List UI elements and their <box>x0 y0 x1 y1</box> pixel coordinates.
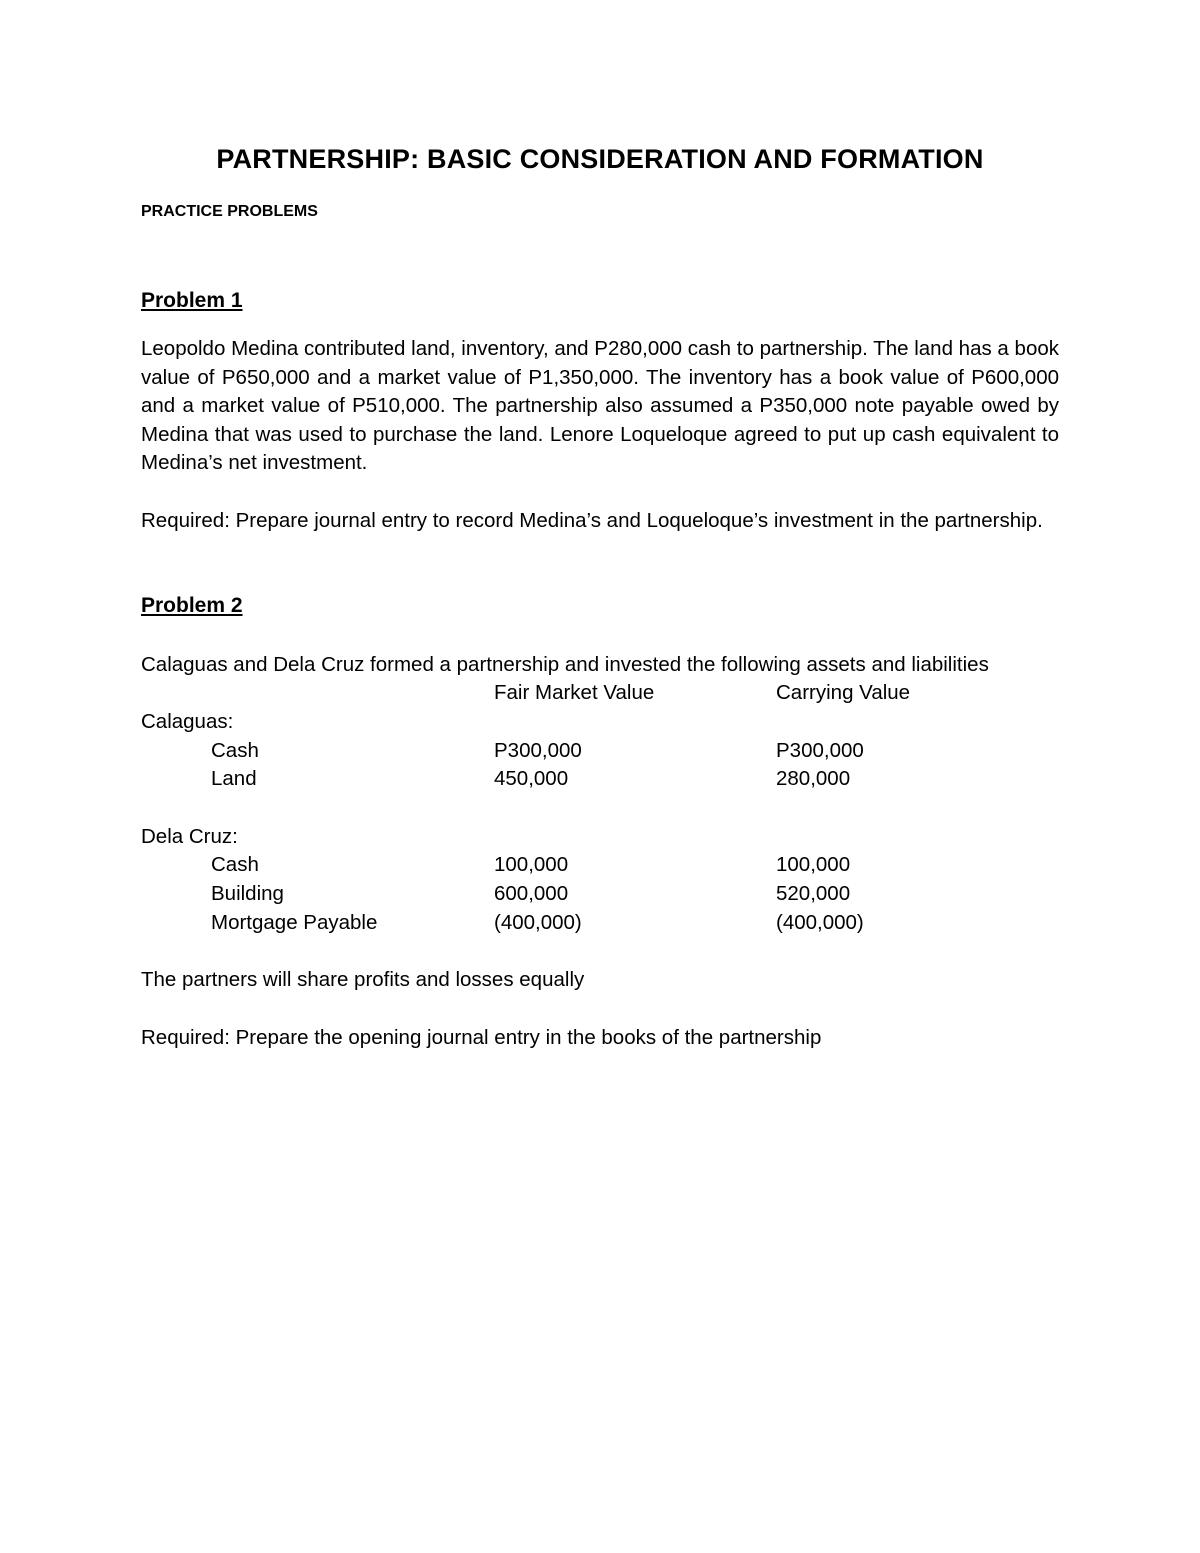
partner-name: Calaguas: <box>141 710 234 733</box>
table-row-fmv: 450,000 <box>494 767 569 790</box>
column-header-carrying-value: Carrying Value <box>776 681 911 704</box>
column-header-fair-market-value: Fair Market Value <box>494 681 655 704</box>
table-row-cv: P300,000 <box>776 739 864 762</box>
table-row-fmv: P300,000 <box>494 739 582 762</box>
table-row-cv: 100,000 <box>776 853 851 876</box>
problem-1-body: Leopoldo Medina contributed land, inventory, and P280,000 cash to partnership. The land has a book value of P650,000 and a market value of P1,350,000. The inventory has a book value of P600,000 and a market value of P510,000. The partnership also assumed a P350,000 note payable owed by Medina that was used to purchase the land. Lenore Loqueloque agreed to put up cash equivalent to Medina’s net investment. <box>141 337 1059 475</box>
table-row-fmv: (400,000) <box>494 911 582 934</box>
problem-2-heading: Problem 2 <box>141 594 243 617</box>
problem-1-heading: Problem 1 <box>141 289 243 312</box>
problem-2-intro: Calaguas and Dela Cruz formed a partnership and invested the following assets and liabilities <box>141 653 989 676</box>
table-row-cv: (400,000) <box>776 911 864 934</box>
table-row-label: Cash <box>211 853 259 876</box>
table-row-cv: 280,000 <box>776 767 851 790</box>
table-row-label: Building <box>211 882 284 905</box>
table-row-cv: 520,000 <box>776 882 851 905</box>
problem-1-required: Required: Prepare journal entry to record Medina’s and Loqueloque’s investment in the partnership. <box>141 509 1043 532</box>
table-row-fmv: 100,000 <box>494 853 569 876</box>
document-title: PARTNERSHIP: BASIC CONSIDERATION AND FORMATION <box>216 144 984 174</box>
table-row-fmv: 600,000 <box>494 882 569 905</box>
problem-2-sharing: The partners will share profits and losses equally <box>141 968 585 991</box>
table-row-label: Land <box>211 767 257 790</box>
problem-2-required: Required: Prepare the opening journal entry in the books of the partnership <box>141 1026 822 1049</box>
partner-name: Dela Cruz: <box>141 825 238 848</box>
table-row-label: Mortgage Payable <box>211 911 378 934</box>
document-subtitle: PRACTICE PROBLEMS <box>141 203 318 220</box>
table-row-label: Cash <box>211 739 259 762</box>
